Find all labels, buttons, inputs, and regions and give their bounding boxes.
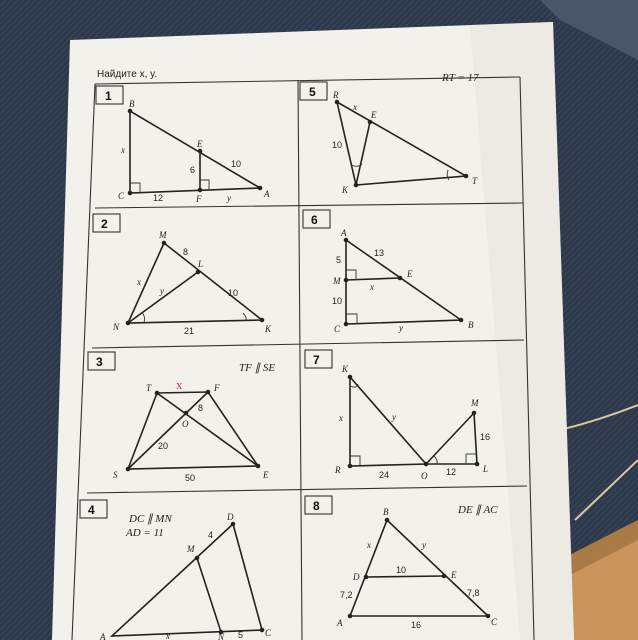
label-A: A bbox=[337, 618, 343, 628]
label-R: R bbox=[335, 465, 341, 475]
seg-16: 16 bbox=[411, 620, 422, 630]
condition-5: RT = 17 bbox=[442, 72, 479, 84]
seg-x: x bbox=[121, 145, 125, 155]
label-E: E bbox=[371, 110, 377, 120]
label-T: T bbox=[472, 176, 478, 186]
svg-text:5: 5 bbox=[309, 85, 316, 99]
seg-8: 8 bbox=[183, 247, 189, 257]
label-K: K bbox=[342, 185, 349, 195]
label-L: L bbox=[198, 259, 204, 269]
label-D: D bbox=[353, 572, 360, 582]
label-M: M bbox=[333, 276, 341, 286]
label-B: B bbox=[468, 320, 474, 330]
label-F: F bbox=[196, 194, 202, 204]
label-C: C bbox=[265, 628, 272, 638]
label-M: M bbox=[187, 544, 195, 554]
condition-3: TF ∥ SE bbox=[239, 362, 276, 374]
condition-8: DE ∥ AC bbox=[458, 504, 498, 516]
seg-x: x bbox=[367, 540, 371, 550]
label-B: B bbox=[129, 99, 135, 109]
label-A: A bbox=[100, 632, 106, 640]
seg-y: y bbox=[227, 193, 231, 203]
seg-13: 13 bbox=[374, 248, 385, 258]
svg-text:6: 6 bbox=[311, 213, 318, 227]
svg-text:8: 8 bbox=[313, 499, 320, 513]
seg-10: 10 bbox=[231, 159, 242, 169]
seg-y: y bbox=[160, 286, 164, 296]
seg-10: 10 bbox=[396, 565, 407, 575]
seg-12: 12 bbox=[446, 467, 457, 477]
seg-x: x bbox=[166, 631, 170, 640]
label-O: O bbox=[182, 419, 189, 429]
seg-7-8: 7,8 bbox=[467, 588, 480, 598]
seg-5: 5 bbox=[336, 255, 342, 265]
instruction-text: Найдите x, y. bbox=[97, 69, 158, 80]
svg-text:7: 7 bbox=[313, 353, 320, 367]
label-O: O bbox=[421, 471, 428, 481]
seg-10: 10 bbox=[228, 288, 239, 298]
label-C: C bbox=[334, 324, 341, 334]
seg-4: 4 bbox=[208, 530, 214, 540]
seg-x: x bbox=[353, 102, 357, 112]
label-F: F bbox=[214, 383, 220, 393]
label-T: T bbox=[146, 383, 152, 393]
condition-4b: AD = 11 bbox=[126, 527, 164, 539]
label-A: A bbox=[341, 228, 347, 238]
label-E: E bbox=[451, 570, 457, 580]
label-C: C bbox=[118, 191, 125, 201]
seg-20: 20 bbox=[158, 441, 169, 451]
seg-y: y bbox=[399, 323, 403, 333]
label-N: N bbox=[113, 322, 120, 332]
seg-x-handwritten: x bbox=[176, 377, 183, 392]
svg-text:4: 4 bbox=[88, 503, 95, 517]
seg-24: 24 bbox=[379, 470, 390, 480]
seg-6: 6 bbox=[190, 165, 196, 175]
seg-10: 10 bbox=[332, 296, 343, 306]
label-E: E bbox=[197, 139, 203, 149]
label-B: B bbox=[383, 507, 389, 517]
seg-y: y bbox=[392, 412, 396, 422]
label-E: E bbox=[407, 269, 413, 279]
seg-y: y bbox=[422, 540, 426, 550]
svg-text:3: 3 bbox=[96, 355, 103, 369]
label-L: L bbox=[483, 464, 489, 474]
label-D: D bbox=[227, 512, 234, 522]
condition-4: DC ∥ MN bbox=[129, 513, 172, 525]
label-M: M bbox=[471, 398, 479, 408]
label-K: K bbox=[265, 324, 272, 334]
seg-8: 8 bbox=[198, 403, 204, 413]
seg-21: 21 bbox=[184, 326, 195, 336]
label-N: N bbox=[218, 632, 225, 640]
label-C: C bbox=[491, 617, 498, 627]
seg-7-2: 7,2 bbox=[340, 590, 353, 600]
seg-12: 12 bbox=[153, 193, 164, 203]
label-E: E bbox=[263, 470, 269, 480]
svg-text:2: 2 bbox=[101, 217, 108, 231]
seg-10: 10 bbox=[332, 140, 343, 150]
label-A: A bbox=[264, 189, 270, 199]
seg-x: x bbox=[370, 282, 374, 292]
seg-50: 50 bbox=[185, 473, 196, 483]
seg-5: 5 bbox=[238, 630, 244, 640]
seg-16: 16 bbox=[480, 432, 491, 442]
label-M: M bbox=[159, 230, 167, 240]
label-R: R bbox=[333, 90, 339, 100]
seg-x: x bbox=[339, 413, 343, 423]
label-K: K bbox=[342, 364, 349, 374]
svg-text:1: 1 bbox=[105, 89, 112, 103]
label-S: S bbox=[113, 470, 118, 480]
seg-x: x bbox=[137, 277, 141, 287]
